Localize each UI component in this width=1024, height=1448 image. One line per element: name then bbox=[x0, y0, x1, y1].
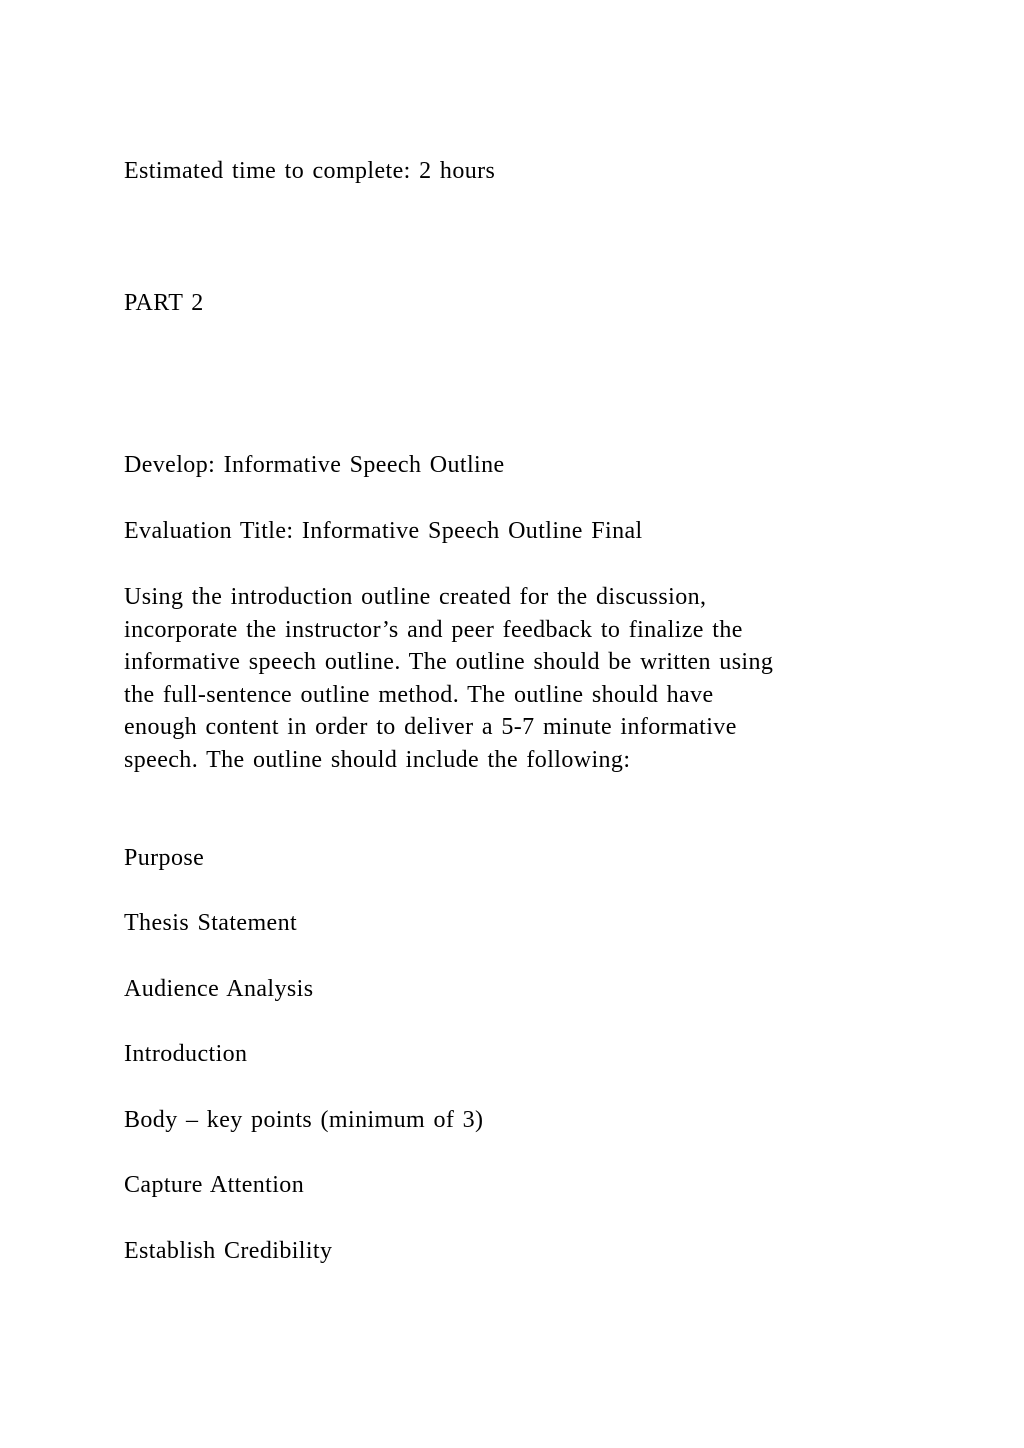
instructions-paragraph bbox=[124, 581, 904, 776]
list-item-establish-credibility: Establish Credibility bbox=[124, 1238, 333, 1264]
list-item-capture-attention: Capture Attention bbox=[124, 1172, 305, 1198]
instructions-line: speech. The outline should include the following: bbox=[124, 746, 631, 773]
list-item-audience-analysis: Audience Analysis bbox=[124, 976, 314, 1002]
list-item-introduction: Introduction bbox=[124, 1041, 248, 1067]
instructions-line: enough content in order to deliver a 5-7 minute informative bbox=[124, 714, 737, 740]
list-item-purpose: Purpose bbox=[124, 845, 205, 871]
instructions-line: the full-sentence outline method. The outline should have bbox=[124, 681, 714, 708]
instructions-line: Using the introduction outline created for the discussion, bbox=[124, 584, 707, 610]
instructions-line: informative speech outline. The outline should be written using bbox=[124, 649, 774, 675]
part-heading: PART 2 bbox=[124, 290, 204, 316]
estimated-time-text: Estimated time to complete: 2 hours bbox=[124, 158, 496, 184]
list-item-body-key-points: Body – key points (minimum of 3) bbox=[124, 1107, 484, 1133]
list-item-thesis-statement: Thesis Statement bbox=[124, 910, 298, 936]
develop-heading: Develop: Informative Speech Outline bbox=[124, 452, 505, 478]
evaluation-title: Evaluation Title: Informative Speech Outline Final bbox=[124, 518, 643, 544]
instructions-line: incorporate the instructor’s and peer feedback to finalize the bbox=[124, 616, 743, 643]
